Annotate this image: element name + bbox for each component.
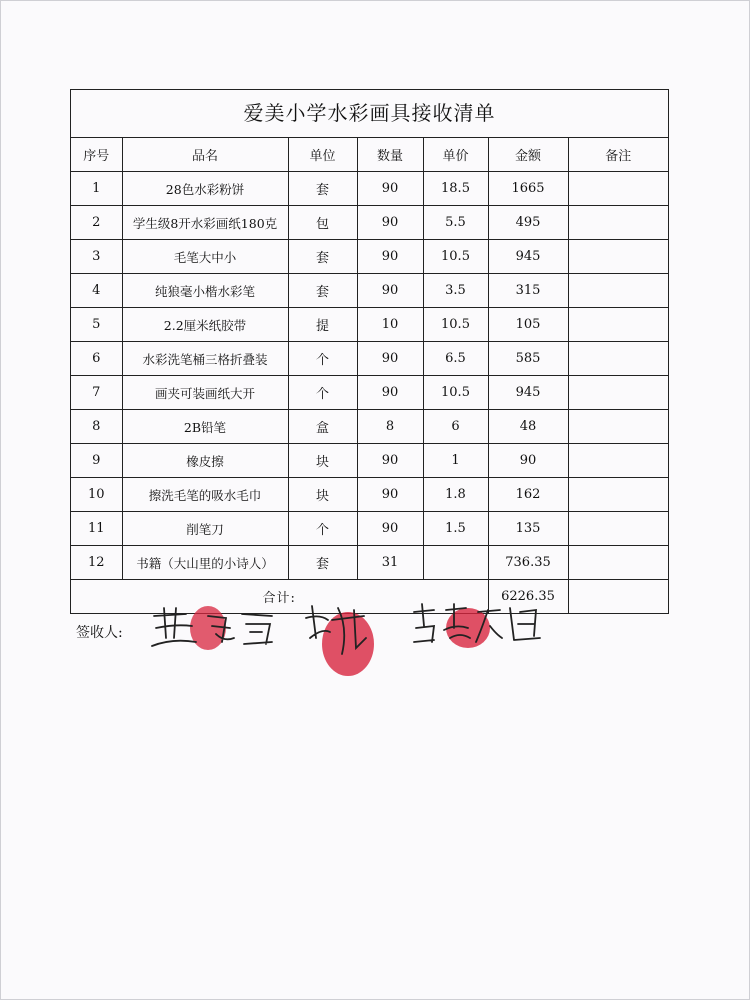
table-row (71, 410, 668, 444)
item-unit: 个 (288, 512, 357, 546)
document-title: 爱美小学水彩画具接收清单 (71, 90, 668, 138)
item-qty: 90 (357, 512, 423, 546)
row-no: 6 (71, 342, 122, 376)
item-price: 5.5 (423, 206, 488, 240)
item-name: 毛笔大中小 (122, 240, 288, 274)
items-table (71, 138, 668, 613)
item-price: 18.5 (423, 172, 488, 206)
item-name: 书籍（大山里的小诗人） (122, 546, 288, 580)
item-amount: 105 (488, 308, 568, 342)
item-name: 纯狼毫小楷水彩笔 (122, 274, 288, 308)
item-amount: 135 (488, 512, 568, 546)
item-note (568, 512, 668, 546)
total-label: 合计: (71, 580, 488, 614)
item-note (568, 546, 668, 580)
item-name: 2B铅笔 (122, 410, 288, 444)
item-qty: 90 (357, 240, 423, 274)
row-no: 3 (71, 240, 122, 274)
table-row (71, 512, 668, 546)
item-unit: 块 (288, 444, 357, 478)
item-amount: 945 (488, 376, 568, 410)
item-note (568, 376, 668, 410)
total-amount: 6226.35 (488, 580, 568, 614)
signatures-image (116, 598, 556, 698)
signature-area (76, 618, 636, 698)
table-row (71, 308, 668, 342)
item-amount: 162 (488, 478, 568, 512)
col-header-qty: 数量 (357, 138, 423, 172)
item-name: 2.2厘米纸胶带 (122, 308, 288, 342)
item-qty: 90 (357, 172, 423, 206)
item-note (568, 274, 668, 308)
item-unit: 套 (288, 172, 357, 206)
item-unit: 套 (288, 240, 357, 274)
item-amount: 585 (488, 342, 568, 376)
item-note (568, 342, 668, 376)
item-unit: 块 (288, 478, 357, 512)
item-unit: 提 (288, 308, 357, 342)
row-no: 2 (71, 206, 122, 240)
item-qty: 90 (357, 342, 423, 376)
item-amount: 945 (488, 240, 568, 274)
table-row (71, 206, 668, 240)
row-no: 7 (71, 376, 122, 410)
item-price (423, 546, 488, 580)
item-unit: 包 (288, 206, 357, 240)
item-name: 学生级8开水彩画纸180克 (122, 206, 288, 240)
row-no: 9 (71, 444, 122, 478)
item-qty: 10 (357, 308, 423, 342)
row-no: 10 (71, 478, 122, 512)
item-qty: 90 (357, 478, 423, 512)
item-name: 擦洗毛笔的吸水毛巾 (122, 478, 288, 512)
col-header-amount: 金额 (488, 138, 568, 172)
col-header-note: 备注 (568, 138, 668, 172)
row-no: 4 (71, 274, 122, 308)
item-name: 水彩洗笔桶三格折叠装 (122, 342, 288, 376)
item-note (568, 172, 668, 206)
fingerprint-1 (190, 606, 226, 650)
item-name: 削笔刀 (122, 512, 288, 546)
item-price: 6.5 (423, 342, 488, 376)
item-price: 10.5 (423, 308, 488, 342)
row-no: 1 (71, 172, 122, 206)
item-price: 10.5 (423, 240, 488, 274)
col-header-unit: 单位 (288, 138, 357, 172)
col-header-no: 序号 (71, 138, 122, 172)
item-price: 3.5 (423, 274, 488, 308)
item-price: 1.5 (423, 512, 488, 546)
item-name: 橡皮擦 (122, 444, 288, 478)
row-no: 11 (71, 512, 122, 546)
receipt-sheet (70, 89, 669, 614)
item-unit: 盒 (288, 410, 357, 444)
table-row (71, 274, 668, 308)
fingerprint-2 (322, 612, 374, 676)
table-row (71, 376, 668, 410)
header-row (71, 138, 668, 172)
item-qty: 90 (357, 444, 423, 478)
row-no: 8 (71, 410, 122, 444)
item-note (568, 444, 668, 478)
col-header-name: 品名 (122, 138, 288, 172)
table-row (71, 172, 668, 206)
item-unit: 套 (288, 546, 357, 580)
item-note (568, 206, 668, 240)
item-amount: 495 (488, 206, 568, 240)
signer-label: 签收人: (76, 625, 123, 641)
item-note (568, 478, 668, 512)
item-unit: 个 (288, 376, 357, 410)
row-no: 12 (71, 546, 122, 580)
item-note (568, 240, 668, 274)
item-note (568, 308, 668, 342)
item-price: 10.5 (423, 376, 488, 410)
item-note (568, 410, 668, 444)
item-qty: 31 (357, 546, 423, 580)
row-no: 5 (71, 308, 122, 342)
item-amount: 1665 (488, 172, 568, 206)
item-amount: 48 (488, 410, 568, 444)
item-price: 1.8 (423, 478, 488, 512)
total-note (568, 580, 668, 614)
item-price: 1 (423, 444, 488, 478)
item-price: 6 (423, 410, 488, 444)
item-unit: 个 (288, 342, 357, 376)
item-qty: 90 (357, 376, 423, 410)
item-amount: 315 (488, 274, 568, 308)
table-row (71, 444, 668, 478)
item-qty: 8 (357, 410, 423, 444)
item-amount: 90 (488, 444, 568, 478)
item-qty: 90 (357, 274, 423, 308)
item-name: 28色水彩粉饼 (122, 172, 288, 206)
table-row (71, 240, 668, 274)
item-name: 画夹可装画纸大开 (122, 376, 288, 410)
item-qty: 90 (357, 206, 423, 240)
table-row (71, 478, 668, 512)
table-row (71, 546, 668, 580)
item-unit: 套 (288, 274, 357, 308)
col-header-price: 单价 (423, 138, 488, 172)
item-amount: 736.35 (488, 546, 568, 580)
table-row (71, 342, 668, 376)
